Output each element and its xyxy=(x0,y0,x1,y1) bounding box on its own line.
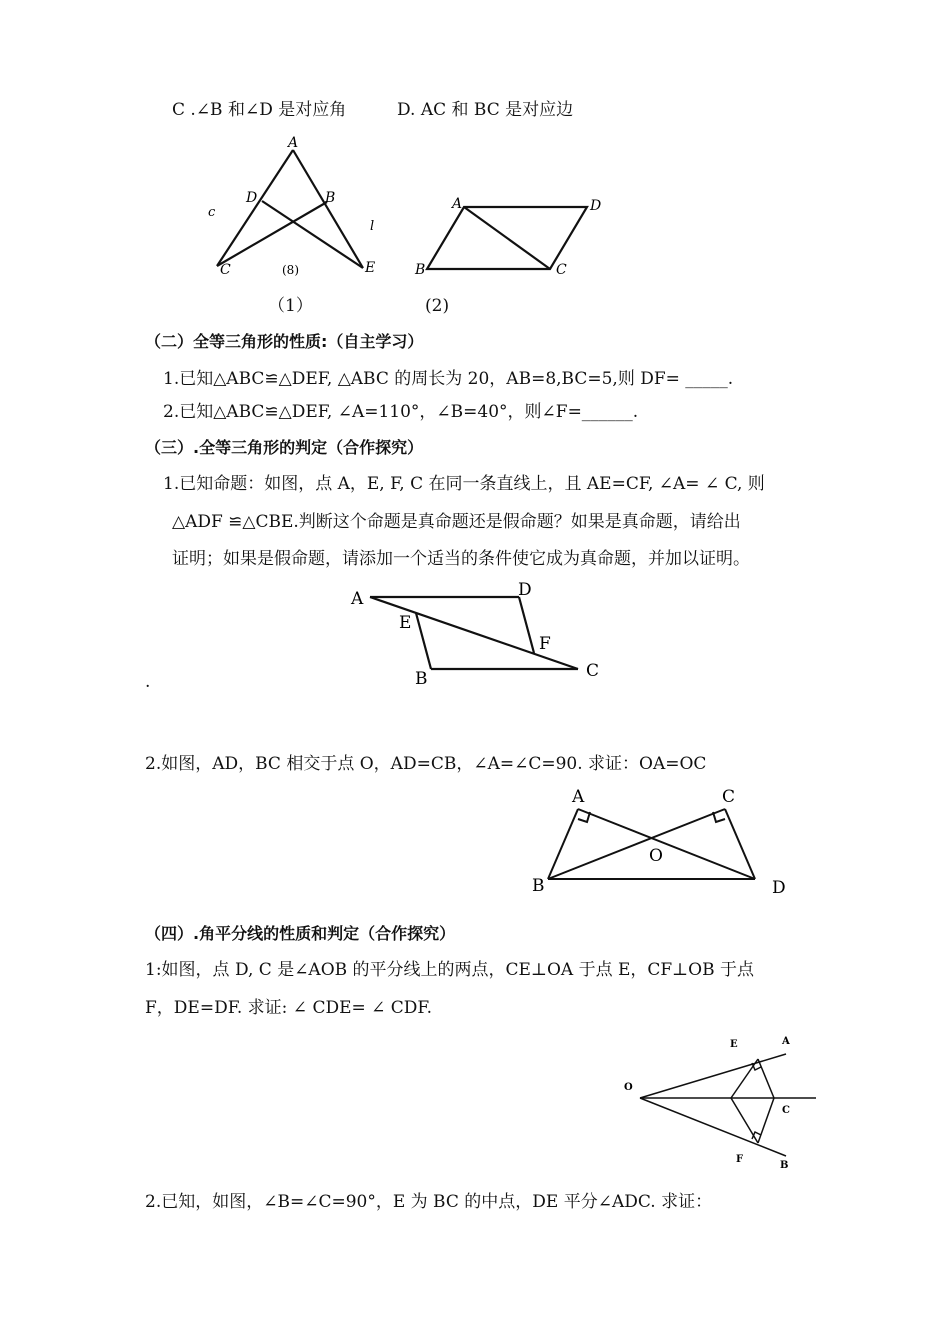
section-4-title: （四）.角平分线的性质和判定（合作探究） xyxy=(145,924,456,943)
fig5-label-a: A xyxy=(782,1036,790,1047)
section-4-q1-line2: F，DE=DF. 求证: ∠ CDE= ∠ CDF. xyxy=(145,998,432,1018)
fig3-label-d: D xyxy=(518,580,532,600)
figure-2-caption: (2) xyxy=(425,296,450,316)
section-4-q1-line1: 1:如图，点 D, C 是∠AOB 的平分线上的两点，CE⊥OA 于点 E，CF⊥OB 于点 xyxy=(145,960,755,980)
fig1-label-b: B xyxy=(325,190,336,206)
option-c: C .∠B 和∠D 是对应角 xyxy=(172,100,347,120)
fig5-label-b: B xyxy=(780,1160,789,1171)
stray-dot: . xyxy=(145,672,151,692)
fig3-label-f: F xyxy=(539,634,551,654)
fig4-label-c: C xyxy=(722,787,736,807)
fig4-label-d: D xyxy=(772,878,786,898)
fig1-label-d: D xyxy=(246,190,258,206)
figure-5 xyxy=(618,1032,828,1172)
section-2-q2: 2.已知△ABC≌△DEF, ∠A=110°，∠B=40°，则∠F=______. xyxy=(163,402,639,422)
figure-1 xyxy=(200,132,400,282)
figure-3 xyxy=(345,578,625,688)
fig1-label-c: C xyxy=(220,262,231,278)
fig3-label-a: A xyxy=(351,589,364,609)
fig1-label-a: A xyxy=(288,135,299,151)
fig2-label-a: A xyxy=(452,196,463,212)
fig3-label-b: B xyxy=(415,669,428,689)
section-2-title: （二）全等三角形的性质:（自主学习） xyxy=(145,332,424,351)
fig1-label-e: E xyxy=(365,260,376,276)
fig4-label-a: A xyxy=(572,787,585,807)
figure-4 xyxy=(528,782,798,897)
section-3-title: （三）.全等三角形的判定（合作探究） xyxy=(145,438,424,457)
fig2-label-c: C xyxy=(556,262,567,278)
fig3-label-c: C xyxy=(586,661,600,681)
fig4-label-o: O xyxy=(649,846,663,866)
option-d: D. AC 和 BC 是对应边 xyxy=(397,100,574,120)
fig4-label-b: B xyxy=(532,876,545,896)
fig5-label-c: C xyxy=(782,1105,790,1116)
figure-1-caption: （1） xyxy=(268,296,313,316)
fig1-stray-right: l xyxy=(370,219,375,234)
fig5-label-f: F xyxy=(736,1154,744,1165)
section-2-q1: 1.已知△ABC≌△DEF, △ABC 的周长为 20，AB=8,BC=5,则 DF= _____. xyxy=(163,369,734,389)
fig1-stray-left: c xyxy=(208,205,216,220)
figure-2 xyxy=(412,192,612,292)
section-3-q2: 2.如图，AD，BC 相交于点 O，AD=CB，∠A=∠C=90. 求证：OA=OC xyxy=(145,754,707,774)
fig2-label-d: D xyxy=(590,198,602,214)
fig2-label-b: B xyxy=(415,262,426,278)
fig5-label-o: O xyxy=(624,1082,633,1093)
fig1-caption: (8) xyxy=(282,263,299,277)
section-3-q1-line1: 1.已知命题：如图，点 A，E, F, C 在同一条直线上，且 AE=CF, ∠A= ∠ C, 则 xyxy=(163,474,765,494)
section-3-q1-line2: △ADF ≌△CBE.判断这个命题是真命题还是假命题？如果是真命题，请给出 xyxy=(172,512,741,532)
fig3-label-e: E xyxy=(399,613,412,633)
section-3-q1-line3: 证明；如果是假命题，请添加一个适当的条件使它成为真命题，并加以证明。 xyxy=(172,549,750,569)
fig5-label-e: E xyxy=(730,1039,738,1050)
section-4-q2: 2.已知，如图，∠B=∠C=90°，E 为 BC 的中点，DE 平分∠ADC. 求证： xyxy=(145,1192,713,1212)
